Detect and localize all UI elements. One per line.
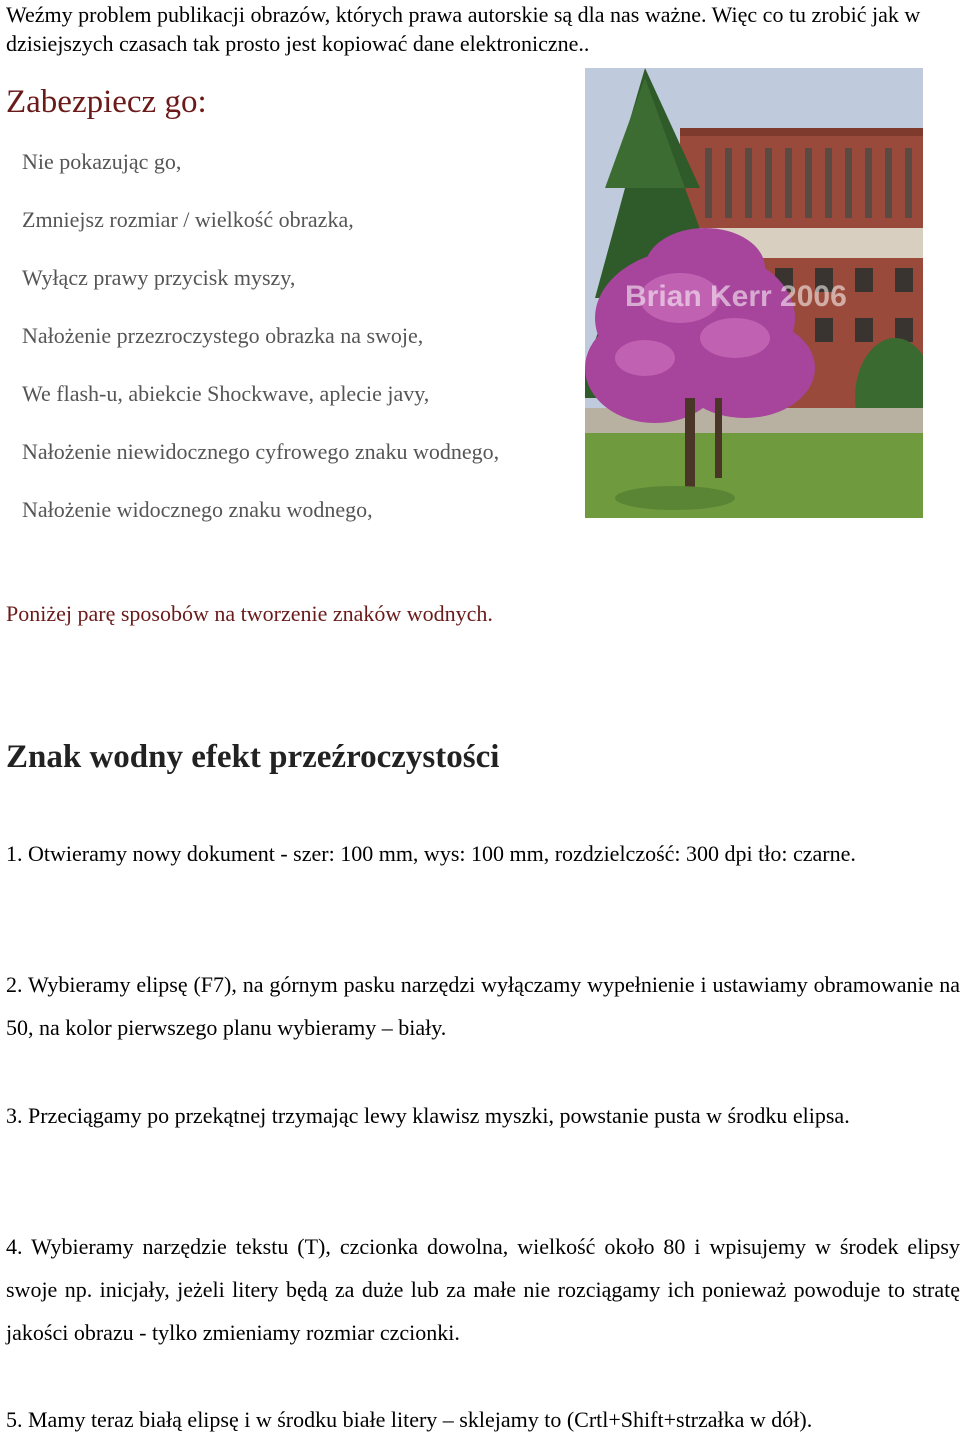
step-3: 3. Przeciągamy po przekątnej trzymając lewy klawisz myszki, powstanie pusta w środku elipsa. (6, 1103, 850, 1128)
list-item: Nie pokazując go, (22, 149, 182, 174)
step-2: 2. Wybieramy elipsę (F7), na górnym pasku narzędzi wyłączamy wypełnienie i ustawiamy obramowanie na 50, na kolor pierwszego planu wybieramy – biały. (6, 972, 960, 1040)
watermarked-photo (585, 68, 923, 518)
list-item: Zmniejsz rozmiar / wielkość obrazka, (22, 207, 354, 232)
list-item: Nałożenie niewidocznego cyfrowego znaku wodnego, (22, 439, 500, 464)
section-title: Zabezpiecz go: (6, 84, 207, 120)
watermark-methods-intro: Poniżej parę sposobów na tworzenie znaków wodnych. (6, 601, 493, 626)
step-5: 5. Mamy teraz białą elipsę i w środku białe litery – sklejamy to (Crtl+Shift+strzałka w dół). (6, 1407, 813, 1432)
list-item: Nałożenie widocznego znaku wodnego, (22, 497, 373, 522)
list-item: Nałożenie przezroczystego obrazka na swoje, (22, 323, 424, 348)
watermark-text: Brian Kerr 2006 (625, 280, 847, 313)
list-item: Wyłącz prawy przycisk myszy, (22, 265, 296, 290)
list-item: We flash-u, abiekcie Shockwave, aplecie javy, (22, 381, 430, 406)
intro-paragraph: Weźmy problem publikacji obrazów, których prawa autorskie są dla nas ważne. Więc co tu zrobić jak w dzisiejszych czasach tak prosto jest kopiować dane elektroniczne.. (6, 2, 921, 56)
effect-heading: Znak wodny efekt przeźroczystości (6, 739, 500, 775)
protection-methods-list (22, 145, 499, 551)
step-4: 4. Wybieramy narzędzie tekstu (T), czcionka dowolna, wielkość około 80 i wpisujemy w środek elipsy swoje np. inicjały, jeżeli litery będą za duże lub za małe nie rozciągamy ich ponieważ powoduje to stratę jakości obrazu - tylko zmieniamy rozmiar czcionki. (6, 1234, 960, 1345)
step-1: 1. Otwieramy nowy dokument - szer: 100 mm, wys: 100 mm, rozdzielczość: 300 dpi tło: czarne. (6, 841, 856, 866)
